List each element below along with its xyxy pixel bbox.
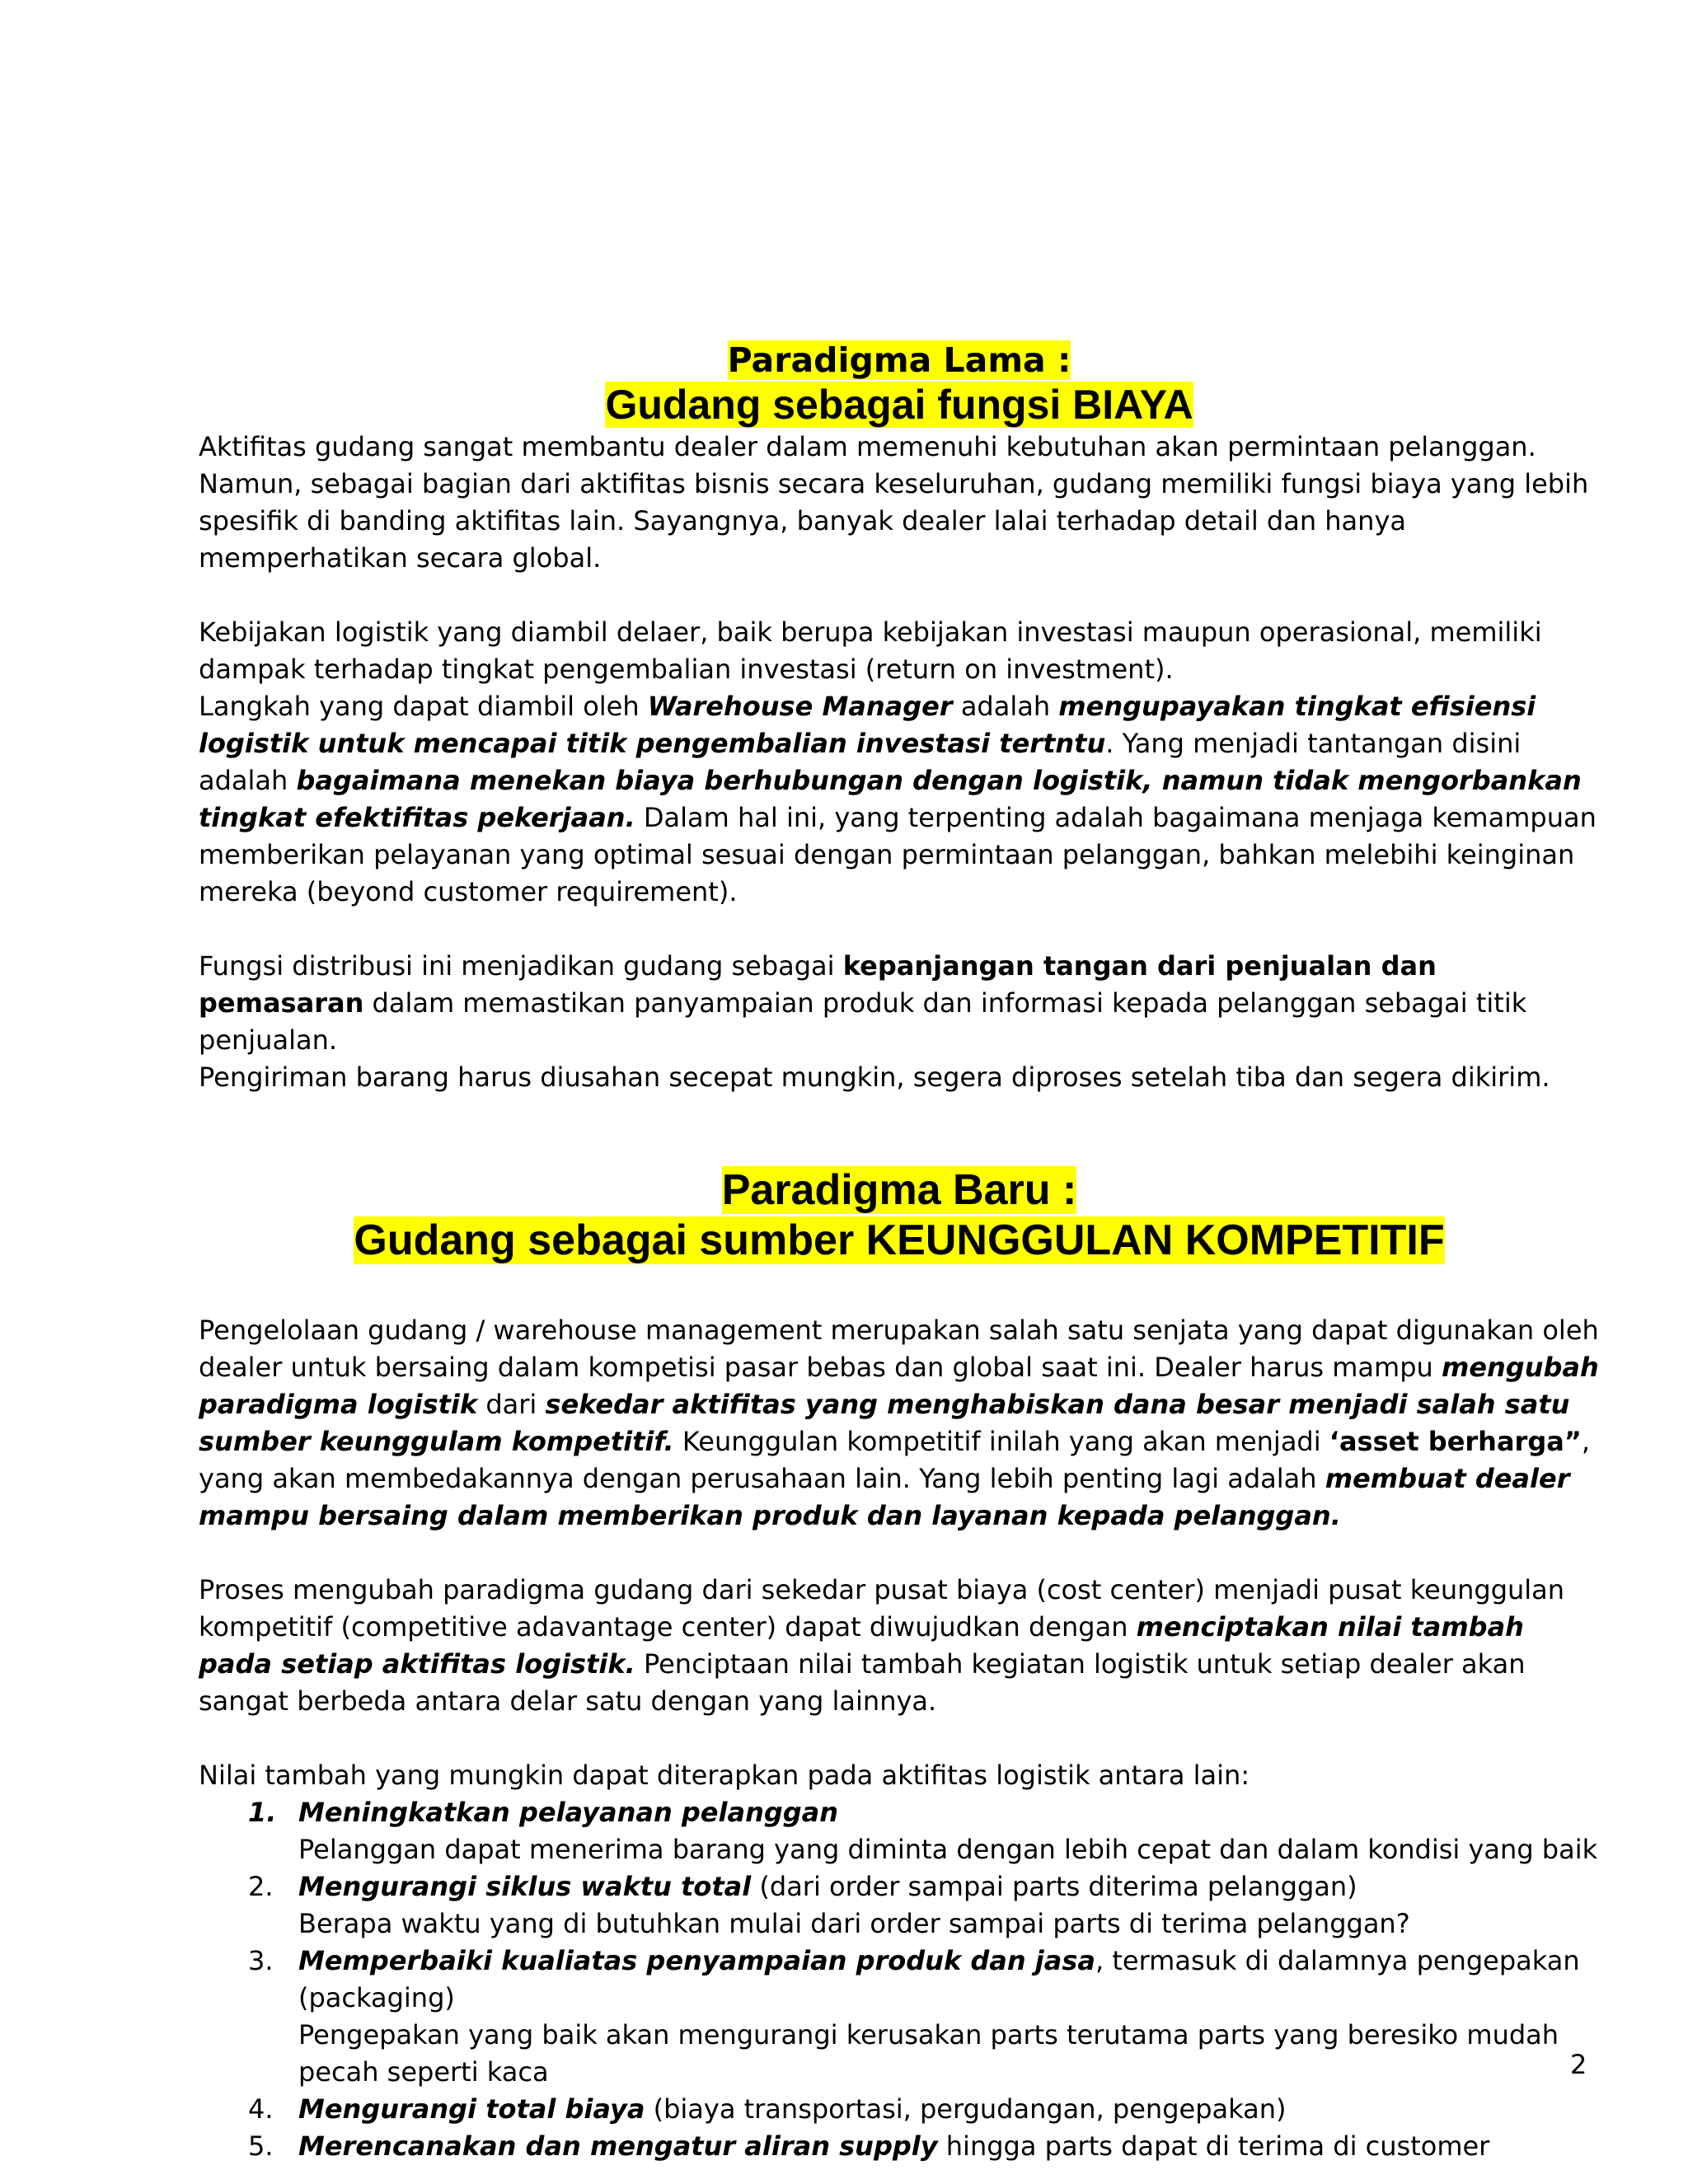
heading-lama-line2: Gudang sebagai fungsi BIAYA: [605, 382, 1193, 428]
list-number: 2.: [248, 1871, 274, 1902]
text-run: Keunggulan kompetitif inilah yang akan menjadi: [673, 1426, 1329, 1457]
lama-paragraph-3: [199, 688, 1600, 911]
heading-lama-line1: Paradigma Lama :: [727, 340, 1071, 380]
list-number: 5.: [248, 2130, 274, 2162]
text-run: Pengelolaan gudang / warehouse management merupakan salah satu senjata yang dapat digunakan oleh dealer untuk bersaing dalam kompetisi pasar bebas dan global saat ini. Dealer harus mampu: [199, 1315, 1599, 1383]
emphasis-run: menciptakan nilai tambah pada setiap aktifitas logistik.: [199, 1611, 1524, 1680]
emphasis-run: mengubah paradigma logistik: [199, 1352, 1599, 1420]
text-run: dari: [477, 1389, 546, 1420]
list-number: 4.: [248, 2093, 274, 2125]
list-item-rest: (dari order sampai parts diterima pelanggan): [751, 1871, 1357, 1902]
lama-paragraph-2: Kebijakan logistik yang diambil delaer, baik berupa kebijakan investasi maupun operasional, memiliki dampak terhadap tingkat pengembalian investasi (return on investment).: [199, 616, 1542, 685]
text-run: . Yang menjadi tantangan disini adalah: [199, 728, 1522, 796]
list-item-desc: Berapa waktu yang di butuhkan mulai dari order sampai parts di terima pelanggan?: [298, 1908, 1410, 1939]
list-item-title: Mengurangi total biaya: [298, 2093, 645, 2125]
text-run: Dalam hal ini, yang terpenting adalah bagaimana menjaga kemampuan memberikan pelayanan yang optimal sesuai dengan permintaan pelanggan, bahkan melebihi keinginan mereka (beyond customer requirement).: [199, 802, 1597, 907]
heading-baru-line2: Gudang sebagai sumber KEUNGGULAN KOMPETITIF: [354, 1216, 1445, 1264]
lama-paragraph-4: [199, 948, 1600, 1059]
list-item: [199, 1794, 1600, 1868]
baru-paragraph-1: [199, 1312, 1600, 1535]
list-item-title: Merencanakan dan mengatur aliran supply: [298, 2130, 938, 2162]
list-number: 3.: [248, 1945, 274, 1976]
text-run: Fungsi distribusi ini menjadikan gudang sebagai: [199, 950, 843, 982]
list-item: [199, 1868, 1600, 1943]
emphasis-run: membuat dealer mampu bersaing dalam memberikan produk dan layanan kepada pelanggan.: [199, 1463, 1570, 1531]
list-item-rest: , termasuk di dalamnya pengepakan (packaging): [298, 1945, 1580, 2013]
list-item-title: Memperbaiki kualiatas penyampaian produk dan jasa: [298, 1945, 1095, 1976]
heading-baru-line1: Paradigma Baru :: [721, 1166, 1077, 1214]
list-item: [199, 2128, 1600, 2165]
emphasis-run: mengupayakan tingkat efisiensi logistik untuk mencapai titik pengembalian investasi tertntu: [199, 691, 1536, 759]
text-run: Penciptaan nilai tambah kegiatan logistik untuk setiap dealer akan sangat berbeda antara delar satu dengan yang lainnya.: [199, 1648, 1526, 1717]
page-number: 2: [1570, 2049, 1587, 2080]
emphasis-run: bagaimana menekan biaya berhubungan dengan logistik, namun tidak mengorbankan tingkat efektifitas pekerjaan.: [199, 765, 1582, 833]
text-run: Proses mengubah paradigma gudang dari sekedar pusat biaya (cost center) menjadi pusat keunggulan kompetitif (competitive adavantage center) dapat diwujudkan dengan: [199, 1574, 1565, 1643]
text-run: dalam memastikan panyampaian produk dan informasi kepada pelanggan sebagai titik penjualan.: [199, 987, 1527, 1056]
emphasis-run: sekedar aktifitas yang menghabiskan dana besar menjadi salah satu sumber keunggulam kompetitif.: [199, 1389, 1570, 1457]
bold-run: kepanjangan tangan dari penjualan dan pemasaran: [199, 950, 1437, 1019]
list-item: [199, 2091, 1600, 2128]
page-content: [199, 340, 1600, 2165]
lama-paragraph-5: Pengiriman barang harus diusahan secepat mungkin, segera diproses setelah tiba dan segera dikirim.: [199, 1062, 1550, 1093]
list-item: [199, 1943, 1600, 2091]
list-number: 1.: [248, 1797, 277, 1828]
list-item-rest: (biaya transportasi, pergudangan, pengepakan): [645, 2093, 1287, 2125]
value-added-list: [199, 1794, 1600, 2165]
text-run: adalah: [952, 691, 1059, 722]
list-item-rest: hingga parts dapat di terima di customer: [937, 2130, 1490, 2162]
emphasis-run: Warehouse Manager: [647, 691, 953, 722]
lama-paragraph-1: Aktifitas gudang sangat membantu dealer dalam memenuhi kebutuhan akan permintaan pelanggan. Namun, sebagai bagian dari aktifitas bisnis secara keseluruhan, gudang memiliki fungsi biaya yang lebih spesifik di banding aktifitas lain. Sayangnya, banyak dealer lalai terhadap detail dan hanya memperhatikan secara global.: [199, 431, 1589, 574]
list-item-title: Meningkatkan pelayanan pelanggan: [298, 1797, 839, 1828]
heading-lama: [199, 340, 1600, 429]
list-item-desc: Pengepakan yang baik akan mengurangi kerusakan parts terutama parts yang beresiko mudah pecah seperti kaca: [298, 2019, 1559, 2088]
list-item-desc: Pelanggan dapat menerima barang yang diminta dengan lebih cepat dan dalam kondisi yang baik: [298, 1834, 1598, 1865]
list-item-title: Mengurangi siklus waktu total: [298, 1871, 752, 1902]
text-run: , yang akan membedakannya dengan perusahaan lain. Yang lebih penting lagi adalah: [199, 1426, 1591, 1494]
bold-run: ‘asset berharga”: [1329, 1426, 1582, 1457]
text-run: Langkah yang dapat diambil oleh: [199, 691, 648, 722]
baru-paragraph-2: [199, 1572, 1600, 1720]
baru-paragraph-3: Nilai tambah yang mungkin dapat diterapkan pada aktifitas logistik antara lain:: [199, 1760, 1250, 1791]
heading-baru: [199, 1165, 1600, 1266]
